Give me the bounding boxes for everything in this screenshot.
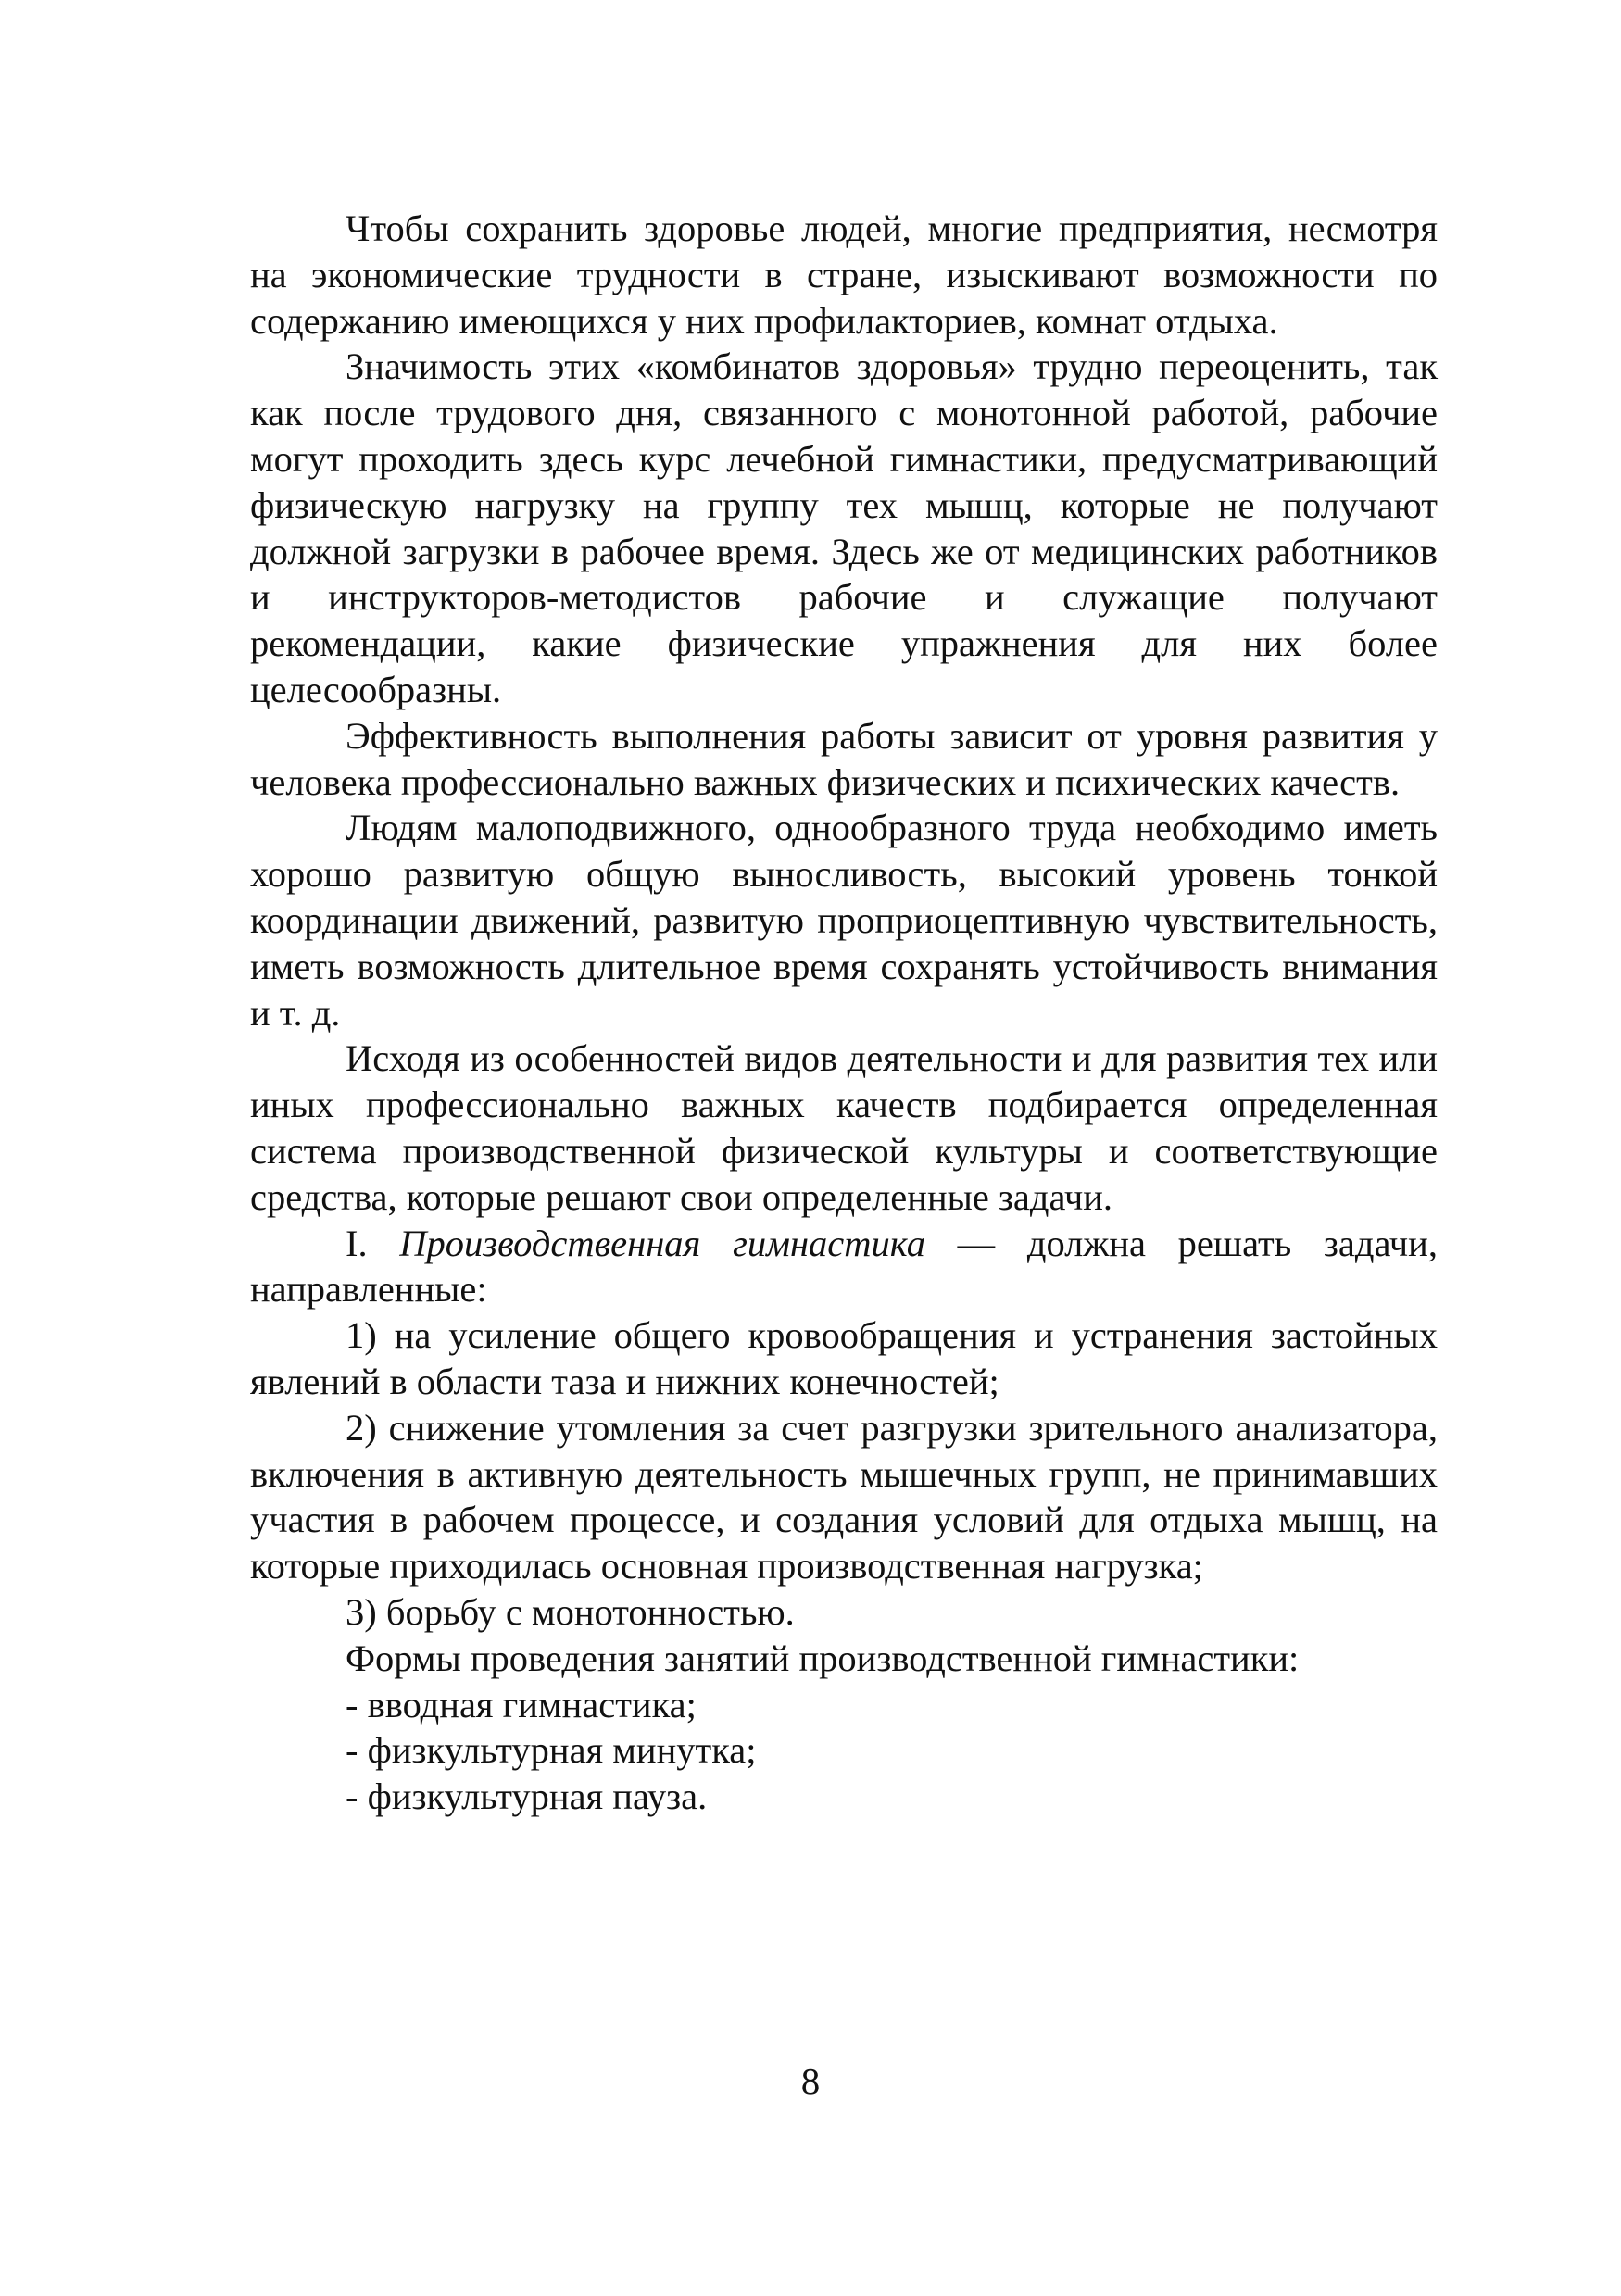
forms-list-item: - вводная гимнастика;	[346, 1683, 697, 1725]
paragraph-system-selection: Исходя из особенностей видов деятельности и для развития тех или иных профессионально важных качеств подбирается определенная система производственной физической культуры и соответствующие средства, которые решают свои определенные задачи.	[250, 1037, 1438, 1218]
paragraph-industrial-gymnastics	[250, 1221, 1438, 1313]
page-body	[250, 206, 1438, 1820]
industrial-gymnastics-description: — должна решать задачи, направленные:	[250, 1222, 1438, 1311]
task-item: 1) на усиление общего кровообращения и устранения застойных явлений в области таза и нижних конечностей;	[250, 1314, 1438, 1402]
task-item: 3) борьбу с монотонностью.	[346, 1590, 795, 1633]
forms-list-item: - физкультурная пауза.	[346, 1775, 708, 1818]
paragraph-work-efficiency: Эффективность выполнения работы зависит от уровня развития у человека профессионально важных физических и психических качеств.	[250, 714, 1438, 803]
industrial-gymnastics-term: Производственная гимнастика	[399, 1222, 925, 1264]
page-number: 8	[800, 2060, 821, 2102]
paragraph-health-complexes: Значимость этих «комбинатов здоровья» трудно переоценить, так как после трудового дня, связанного с монотонной работой, рабочие могут проходить здесь курс лечебной гимнастики, предусматривающий физическую нагрузку на группу тех мышц, которые не получают должной загрузки в рабочее время. Здесь же от медицинских работников и инструкторов-методистов рабочие и служащие получают рекомендации, какие физические упражнения для них более целесообразны.	[250, 345, 1438, 710]
paragraph-health-preservation: Чтобы сохранить здоровье людей, многие предприятия, несмотря на экономические трудности в стране, изыскивают возможности по содержанию имеющихся у них профилакториев, комнат отдыха.	[250, 207, 1438, 342]
task-item: 2) снижение утомления за счет разгрузки зрительного анализатора, включения в активную деятельность мышечных групп, не принимавших участия в рабочем процессе, и создания условий для отдыха мышц, на которые приходилась основная производственная нагрузка;	[250, 1406, 1438, 1587]
paragraph-sedentary-work: Людям малоподвижного, однообразного труда необходимо иметь хорошо развитую общую выносливость, высокий уровень тонкой координации движений, развитую проприоцептивную чувствительность, иметь возможность длительное время сохранять устойчивость внимания и т. д.	[250, 807, 1438, 1034]
section-number: I.	[346, 1222, 400, 1264]
forms-list-item: - физкультурная минутка;	[346, 1729, 757, 1772]
forms-heading: Формы проведения занятий производственной гимнастики:	[346, 1637, 1300, 1679]
